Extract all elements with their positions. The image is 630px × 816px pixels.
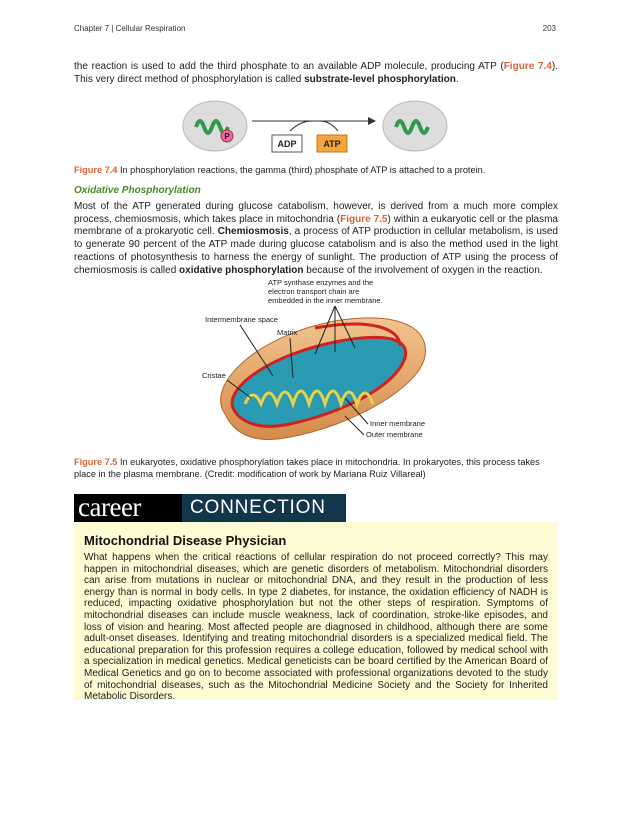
- inner-membrane-label: Inner membrane: [370, 419, 426, 428]
- phosphate-label: P: [224, 132, 230, 141]
- career-title: Mitochondrial Disease Physician: [84, 533, 287, 548]
- cristae-label: Cristae: [202, 371, 226, 380]
- mitochondrion-diagram: [195, 276, 440, 452]
- atp-synthase-label-3: embedded in the inner membrane.: [268, 296, 383, 305]
- outer-membrane-label: Outer membrane: [366, 430, 423, 439]
- matrix-label: Matrix: [277, 328, 298, 337]
- chemiosmosis-paragraph: Most of the ATP generated during glucose catabolism, however, is derived from a much more complex process, chemiosmosis, which takes place in mitochondria (Figure 7.5) within a eukaryotic cell or the plasma membrane of a prokaryotic cell. Chemiosmosis, a process of ATP production in cellular metabolism, is used to generate 90 percent of the ATP made during glucose catabolism and is also the method used in the light reactions of photosynthesis to harness the energy of sunlight. The production of ATP using the process of chemiosmosis is called oxidative phosphorylation because of the involvement of oxygen in the reaction.: [74, 201, 558, 276]
- adp-label: ADP: [277, 139, 297, 149]
- intermembrane-space-label: Intermembrane space: [205, 315, 278, 324]
- section-heading: Oxidative Phosphorylation: [74, 185, 201, 196]
- figure-link[interactable]: Figure 7.4: [503, 61, 552, 72]
- figure-link[interactable]: Figure 7.5: [340, 213, 388, 225]
- chapter-title: Chapter 7 | Cellular Respiration: [74, 24, 186, 33]
- career-box: [74, 522, 558, 703]
- figure-7-4-caption: Figure 7.4 In phosphorylation reactions, the gamma (third) phosphate of ATP is attached to a protein.: [74, 165, 486, 175]
- intro-paragraph: the reaction is used to add the third phosphate to an available ADP molecule, producing ATP (Figure 7.4). This very direct method of phosphorylation is called substrate-level phosphorylation.: [74, 61, 558, 85]
- career-body: What happens when the critical reactions of cellular respiration do not proceed correctly? This may happen in mitochondrial diseases, which are genetic disorders of metabolism. Mitochondrial disorders can arise from mutations in nuclear or mitochondrial DNA, and they result in the production of less energy than is normal in body cells. In type 2 diabetes, for instance, the oxidation efficiency of NADH is reduced, impacting oxidative phosphorylation but not the other steps of respiration. Symptoms of mitochondrial diseases can include muscle weakness, lack of coordination, stroke-like episodes, and loss of vision and hearing. Most affected people are diagnosed in childhood, although there are some adult-onset diseases. Identifying and treating mitochondrial disorders is a specialized medical field. The educational preparation for this profession requires a college education, followed by medical school with a specialization in medical genetics. Medical geneticists can be board certified by the American Board of Medical Genetics and go on to become associated with professional organizations devoted to the study of mitochondrial diseases, such as the Mitochondrial Medicine Society and the Society for Inherited Metabolic Disorders.: [84, 552, 548, 703]
- career-connection-banner: [74, 494, 346, 522]
- connection-word: CONNECTION: [190, 497, 326, 518]
- career-word: career: [74, 494, 182, 522]
- figure-7-5-caption: Figure 7.5 In eukaryotes, oxidative phosphorylation takes place in mitochondria. In prokaryotes, this process takes place in the plasma membrane. (Credit: modification of work by Mariana Ruiz Villareal): [74, 457, 540, 479]
- atp-label: ATP: [323, 139, 341, 149]
- atp-synthase-label-2: electron transport chain are: [268, 287, 360, 296]
- figure-7-4-diagram: [180, 99, 450, 157]
- atp-synthase-label-1: ATP synthase enzymes and the: [268, 278, 374, 287]
- page-header: [74, 24, 556, 33]
- page-number: 203: [542, 24, 556, 33]
